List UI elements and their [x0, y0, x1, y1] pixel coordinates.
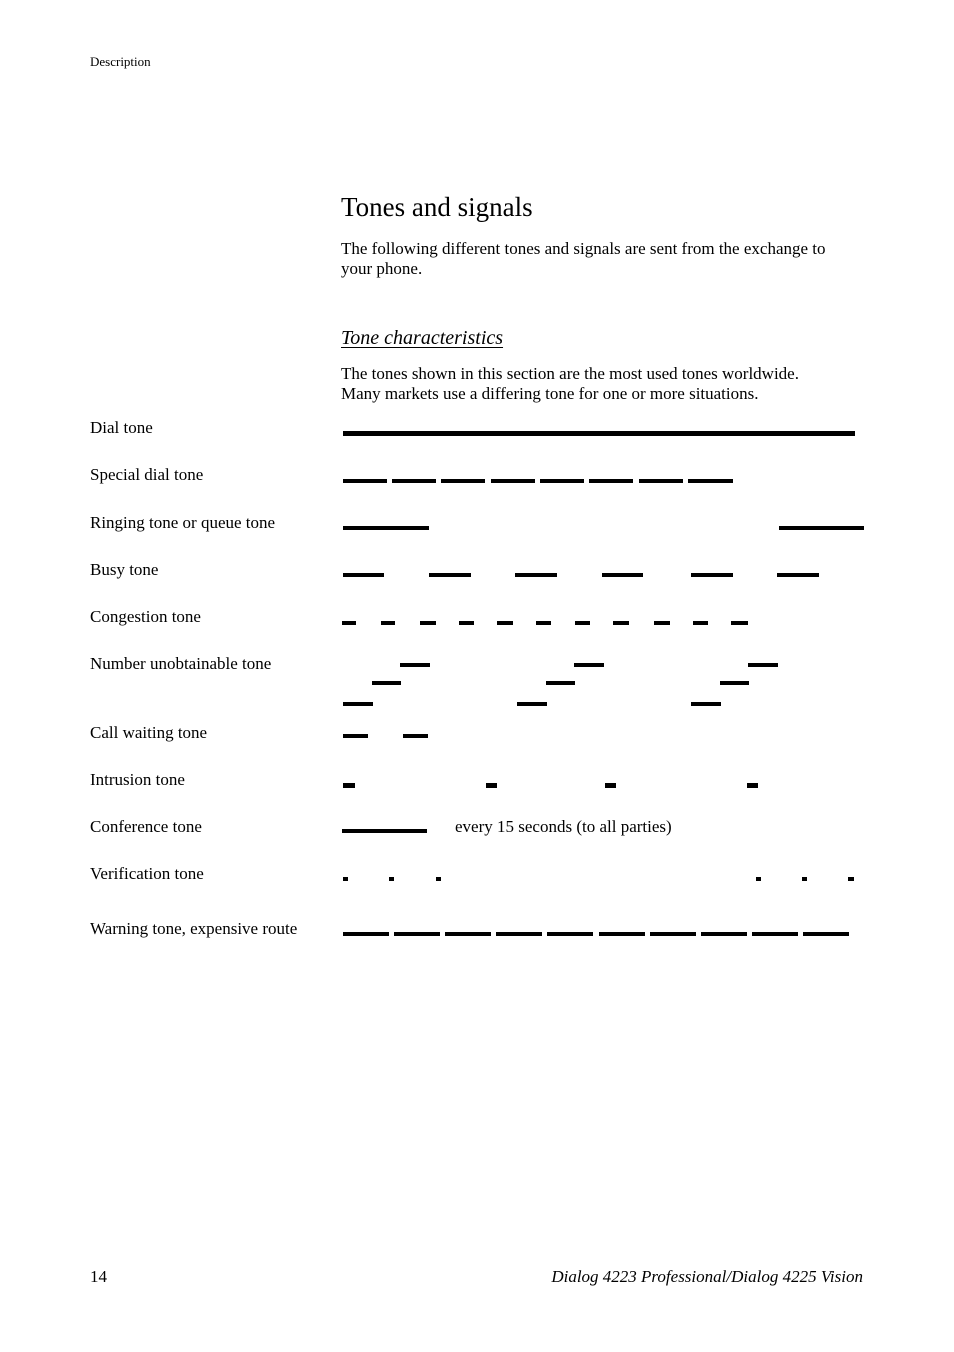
- warning-tone-segment-8: [701, 932, 747, 936]
- busy-tone-segment-5: [691, 573, 733, 577]
- congestion-tone-segment-8: [613, 621, 629, 625]
- unobtainable-tone-segment-1: [400, 663, 430, 667]
- call-waiting-tone-segment-2: [403, 734, 428, 738]
- busy-tone-segment-1: [343, 573, 384, 577]
- special-dial-tone-segment-8: [688, 479, 733, 483]
- congestion-tone-segment-7: [575, 621, 590, 625]
- warning-tone-segment-9: [752, 932, 798, 936]
- tone-label-special-dial: Special dial tone: [90, 465, 204, 484]
- warning-tone-segment-6: [599, 932, 645, 936]
- unobtainable-tone-segment-2: [574, 663, 604, 667]
- warning-tone-segment-4: [496, 932, 542, 936]
- special-dial-tone-segment-2: [392, 479, 436, 483]
- call-waiting-tone-segment-1: [343, 734, 368, 738]
- tone-label-dial: Dial tone: [90, 418, 153, 437]
- ringing-tone-segment-2: [779, 526, 864, 530]
- verification-tone-segment-1: [343, 877, 348, 881]
- unobtainable-tone-segment-8: [517, 702, 547, 706]
- intrusion-tone-segment-2: [486, 783, 497, 788]
- tone-label-unobtainable: Number unobtainable tone: [90, 654, 272, 673]
- special-dial-tone-segment-7: [639, 479, 683, 483]
- busy-tone-segment-3: [515, 573, 557, 577]
- unobtainable-tone-segment-6: [720, 681, 749, 685]
- intro-line-2: your phone.: [341, 259, 423, 278]
- congestion-tone-segment-10: [693, 621, 708, 625]
- characteristics-line-1: The tones shown in this section are the most used tones worldwide.: [341, 364, 799, 383]
- tone-label-ringing: Ringing tone or queue tone: [90, 513, 276, 532]
- unobtainable-tone-segment-5: [546, 681, 575, 685]
- tone-label-busy: Busy tone: [90, 560, 159, 579]
- special-dial-tone-segment-4: [491, 479, 535, 483]
- page-number: 14: [90, 1267, 107, 1286]
- tone-label-warning: Warning tone, expensive route: [90, 919, 298, 938]
- special-dial-tone-segment-6: [589, 479, 633, 483]
- special-dial-tone-segment-3: [441, 479, 485, 483]
- busy-tone-segment-6: [777, 573, 819, 577]
- unobtainable-tone-segment-3: [748, 663, 778, 667]
- tone-label-conference: Conference tone: [90, 817, 202, 836]
- tone-label-call-waiting: Call waiting tone: [90, 723, 208, 742]
- congestion-tone-segment-5: [497, 621, 513, 625]
- verification-tone-segment-3: [436, 877, 441, 881]
- product-name: Dialog 4223 Professional/Dialog 4225 Vision: [551, 1267, 863, 1286]
- intrusion-tone-segment-3: [605, 783, 616, 788]
- verification-tone-segment-5: [802, 877, 807, 881]
- congestion-tone-segment-9: [654, 621, 670, 625]
- congestion-tone-segment-6: [536, 621, 551, 625]
- warning-tone-segment-1: [343, 932, 389, 936]
- running-header: Description: [90, 54, 151, 69]
- conference-tone-note: every 15 seconds (to all parties): [455, 817, 672, 836]
- warning-tone-segment-3: [445, 932, 491, 936]
- intrusion-tone-segment-4: [747, 783, 758, 788]
- unobtainable-tone-segment-9: [691, 702, 721, 706]
- conference-tone-segment-1: [342, 829, 427, 833]
- warning-tone-segment-10: [803, 932, 849, 936]
- ringing-tone-segment-1: [343, 526, 429, 530]
- tone-label-congestion: Congestion tone: [90, 607, 201, 626]
- verification-tone-segment-4: [756, 877, 761, 881]
- unobtainable-tone-segment-4: [372, 681, 401, 685]
- busy-tone-segment-2: [429, 573, 471, 577]
- verification-tone-segment-6: [848, 877, 854, 881]
- congestion-tone-segment-2: [381, 621, 395, 625]
- intro-line-1: The following different tones and signals are sent from the exchange to: [341, 239, 826, 258]
- verification-tone-segment-2: [389, 877, 394, 881]
- congestion-tone-segment-1: [342, 621, 356, 625]
- warning-tone-segment-7: [650, 932, 696, 936]
- tone-label-verification: Verification tone: [90, 864, 204, 883]
- busy-tone-segment-4: [602, 573, 643, 577]
- section-subtitle: Tone characteristics: [341, 327, 504, 349]
- warning-tone-segment-5: [547, 932, 593, 936]
- intrusion-tone-segment-1: [343, 783, 355, 788]
- congestion-tone-segment-4: [459, 621, 474, 625]
- tone-label-intrusion: Intrusion tone: [90, 770, 185, 789]
- warning-tone-segment-2: [394, 932, 440, 936]
- congestion-tone-segment-3: [420, 621, 436, 625]
- dial-tone-segment-1: [343, 431, 855, 436]
- unobtainable-tone-segment-7: [343, 702, 373, 706]
- characteristics-line-2: Many markets use a differing tone for one or more situations.: [341, 384, 759, 403]
- special-dial-tone-segment-5: [540, 479, 584, 483]
- congestion-tone-segment-11: [731, 621, 748, 625]
- special-dial-tone-segment-1: [343, 479, 387, 483]
- page-title: Tones and signals: [341, 192, 533, 222]
